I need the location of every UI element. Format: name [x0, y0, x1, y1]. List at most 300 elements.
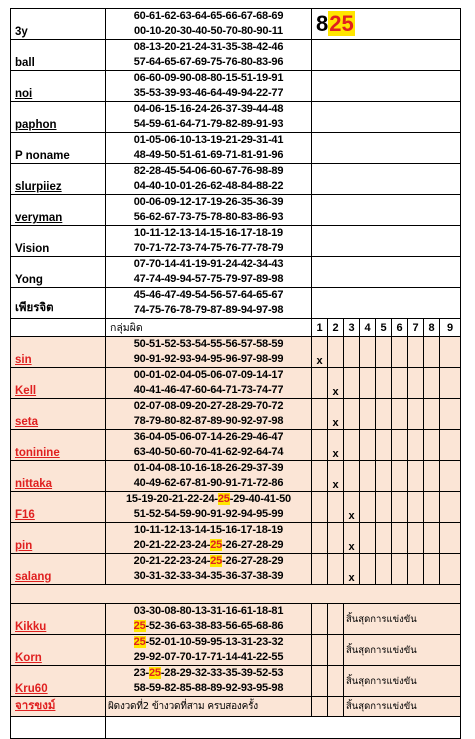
number: 01 — [164, 636, 177, 648]
number-set — [106, 554, 312, 585]
number: 52 — [148, 636, 161, 648]
number-line: 45-46-47-49-54-56-57-64-65-67 — [133, 289, 284, 301]
grid-cell — [408, 399, 424, 430]
number-line — [106, 554, 311, 569]
number: 21 — [148, 539, 161, 551]
highlight-number: 25 — [210, 539, 223, 551]
number-set — [106, 666, 312, 697]
grid-cell — [424, 337, 440, 368]
group-label: กลุ่มผิด — [106, 319, 312, 337]
number: 65 — [240, 620, 253, 632]
player-name: salang — [11, 554, 106, 585]
number-line: 54-59-61-64-71-79-82-89-91-93 — [133, 118, 284, 130]
number-line: 57-64-65-67-69-75-76-80-83-96 — [133, 56, 284, 68]
grid-cell — [424, 492, 440, 523]
dash: - — [252, 539, 257, 551]
number: 32 — [271, 636, 284, 648]
table-row — [11, 9, 461, 40]
dash: - — [229, 493, 234, 505]
mark-x: x — [344, 554, 360, 585]
grid-cell — [392, 430, 408, 461]
dash: - — [245, 493, 249, 505]
grid-cell — [408, 368, 424, 399]
empty-cell — [312, 226, 461, 257]
ended-row — [11, 635, 461, 666]
number-line: 07-70-14-41-19-91-24-42-34-43 — [133, 258, 284, 270]
group-row — [11, 461, 461, 492]
grid-cell — [424, 368, 440, 399]
number-line — [106, 492, 311, 507]
player-name: 3y — [11, 9, 106, 40]
grid-cell — [312, 697, 328, 717]
grid-cell — [408, 430, 424, 461]
grid-cell — [392, 523, 408, 554]
result-cell — [312, 9, 461, 40]
dash: - — [176, 636, 180, 648]
player-name: pin — [11, 523, 106, 554]
result-highlight: 25 — [329, 11, 354, 36]
grid-cell — [360, 399, 376, 430]
dash: - — [268, 620, 272, 632]
number-set — [106, 288, 312, 319]
number-line — [106, 538, 311, 553]
player-name: seta — [11, 399, 106, 430]
result-prefix: 8 — [316, 11, 329, 36]
grid-cell — [344, 461, 360, 492]
number-line: 47-74-49-94-57-75-79-97-89-98 — [133, 273, 284, 285]
number: 20 — [156, 493, 169, 505]
grid-cell — [392, 492, 408, 523]
number-line: 58-59-82-85-88-89-92-93-95-98 — [133, 682, 284, 694]
dash: - — [268, 555, 272, 567]
dash: - — [176, 620, 180, 632]
player-name: F16 — [11, 492, 106, 523]
player-name: toninine — [11, 430, 106, 461]
ended-row — [11, 666, 461, 697]
dash: - — [237, 539, 241, 551]
empty-cell — [312, 133, 461, 164]
column-header: 8 — [424, 319, 440, 337]
dash: - — [137, 493, 142, 505]
dash: - — [222, 636, 226, 648]
grid-cell — [424, 430, 440, 461]
grid-cell — [376, 368, 392, 399]
grid-cell — [376, 430, 392, 461]
number-set — [106, 40, 312, 71]
dash: - — [206, 539, 211, 551]
number-line: 03-30-08-80-13-31-16-61-18-81 — [133, 605, 284, 617]
dash: - — [206, 636, 211, 648]
dash: - — [206, 620, 211, 632]
number: 27 — [240, 555, 253, 567]
grid-cell — [376, 554, 392, 585]
number-line: 70-71-72-73-74-75-76-77-78-79 — [133, 242, 284, 254]
number-set — [106, 195, 312, 226]
grid-cell — [328, 635, 344, 666]
dash: - — [252, 667, 257, 679]
grid-cell — [360, 492, 376, 523]
number-set — [106, 399, 312, 430]
player-name: P noname — [11, 133, 106, 164]
number-set — [106, 492, 312, 523]
grid-cell — [440, 337, 461, 368]
number-set — [106, 635, 312, 666]
grid-cell — [312, 604, 328, 635]
player-name: เพียรจิต — [11, 288, 106, 319]
number: 29 — [233, 493, 246, 505]
number-line: 74-75-76-78-79-87-89-94-97-98 — [133, 304, 284, 316]
ended-row — [11, 604, 461, 635]
dash: - — [214, 493, 218, 505]
number-line — [106, 635, 311, 650]
dash: - — [268, 667, 272, 679]
number: 20 — [133, 555, 146, 567]
empty-cell — [312, 288, 461, 319]
dash: - — [237, 667, 241, 679]
dash: - — [237, 636, 241, 648]
number: 95 — [210, 636, 223, 648]
grid-cell — [328, 523, 344, 554]
column-header: 9 — [440, 319, 461, 337]
table-row — [11, 164, 461, 195]
number-line: 00-10-20-30-40-50-70-80-90-11 — [134, 25, 283, 37]
grid-cell — [392, 554, 408, 585]
number: 39 — [240, 667, 253, 679]
dash: - — [160, 636, 165, 648]
dash: - — [176, 667, 180, 679]
column-header: 6 — [392, 319, 408, 337]
grid-cell — [360, 430, 376, 461]
grid-cell — [376, 461, 392, 492]
status-ended: สิ้นสุดการแข่งขัน — [344, 666, 461, 697]
grid-cell — [424, 399, 440, 430]
number-set — [106, 226, 312, 257]
grid-cell — [440, 554, 461, 585]
grid-cell — [328, 604, 344, 635]
lottery-sheet — [10, 8, 460, 739]
number: 13 — [225, 636, 238, 648]
number: 28 — [256, 539, 269, 551]
group-header-row — [11, 319, 461, 337]
mark-x: x — [344, 523, 360, 554]
mark-x: x — [344, 492, 360, 523]
spacer-cell — [11, 585, 461, 604]
number-line: 36-04-05-06-07-14-26-29-46-47 — [133, 431, 284, 443]
table-row — [11, 257, 461, 288]
dash: - — [252, 620, 257, 632]
grid-cell — [408, 492, 424, 523]
dash: - — [160, 667, 165, 679]
dash: - — [145, 620, 149, 632]
grid-cell — [408, 461, 424, 492]
number: 24 — [202, 493, 215, 505]
number: 21 — [148, 555, 161, 567]
player-name: veryman — [11, 195, 106, 226]
dash: - — [176, 555, 180, 567]
group-row — [11, 554, 461, 585]
grid-cell — [312, 430, 328, 461]
number-set — [106, 102, 312, 133]
column-header: 4 — [360, 319, 376, 337]
highlight-number: 25 — [217, 493, 230, 505]
mark-x: x — [312, 337, 328, 368]
number-line: 90-91-92-93-94-95-96-97-98-99 — [133, 353, 284, 365]
dash: - — [252, 555, 257, 567]
number-line: 04-40-10-01-26-62-48-84-88-22 — [133, 180, 284, 192]
mark-x: x — [328, 461, 344, 492]
number: 36 — [164, 620, 177, 632]
dash: - — [145, 636, 149, 648]
grid-cell — [408, 523, 424, 554]
grid-cell — [392, 337, 408, 368]
group-row — [11, 368, 461, 399]
number: 22 — [164, 555, 177, 567]
player-name: Korn — [11, 635, 106, 666]
player-name: Vision — [11, 226, 106, 257]
player-name: paphon — [11, 102, 106, 133]
number: 29 — [179, 667, 192, 679]
number: 52 — [148, 620, 161, 632]
number: 20 — [133, 539, 146, 551]
grid-cell — [440, 492, 461, 523]
grid-cell — [328, 666, 344, 697]
number-set — [106, 164, 312, 195]
dash: - — [168, 493, 172, 505]
empty-cell — [312, 71, 461, 102]
grid-cell — [360, 337, 376, 368]
grid-cell — [312, 635, 328, 666]
number-line: 30-31-32-33-34-35-36-37-38-39 — [133, 570, 284, 582]
number: 15 — [126, 493, 138, 505]
number-line: 02-07-08-09-20-27-28-29-70-72 — [133, 400, 284, 412]
empty-cell — [312, 40, 461, 71]
number-line: 56-62-67-73-75-78-80-83-86-93 — [133, 211, 284, 223]
status-ended: สิ้นสุดการแข่งขัน — [344, 697, 461, 717]
player-name: Kikku — [11, 604, 106, 635]
dash: - — [191, 636, 195, 648]
number-line: 82-28-45-54-06-60-67-76-98-89 — [133, 165, 284, 177]
number: 26 — [225, 539, 238, 551]
grid-cell — [424, 461, 440, 492]
dash: - — [237, 555, 241, 567]
dash: - — [199, 493, 203, 505]
grid-cell — [360, 461, 376, 492]
grid-cell — [376, 492, 392, 523]
number: 24 — [194, 539, 207, 551]
number: 32 — [194, 667, 207, 679]
number-set — [106, 523, 312, 554]
dash: - — [145, 539, 149, 551]
highlight-number: 25 — [210, 555, 223, 567]
grid-cell — [392, 368, 408, 399]
grid-cell — [344, 399, 360, 430]
number-line: 10-11-12-13-14-15-16-17-18-19 — [134, 524, 283, 536]
number-set — [106, 368, 312, 399]
number: 68 — [256, 620, 269, 632]
dash: - — [275, 493, 280, 505]
dash: - — [268, 539, 272, 551]
number: 59 — [194, 636, 207, 648]
number: 52 — [256, 667, 269, 679]
column-header: 5 — [376, 319, 392, 337]
grid-cell — [424, 554, 440, 585]
number: 86 — [271, 620, 284, 632]
number-set — [106, 9, 312, 40]
column-header: 3 — [344, 319, 360, 337]
grid-cell — [392, 461, 408, 492]
table-row — [11, 226, 461, 257]
number-line — [106, 666, 311, 681]
number: 83 — [210, 620, 223, 632]
number-line: 00-06-09-12-17-19-26-35-36-39 — [133, 196, 284, 208]
player-name: slurpiiez — [11, 164, 106, 195]
dash: - — [260, 493, 264, 505]
number-line: 35-53-39-93-46-64-49-94-22-77 — [133, 87, 284, 99]
number: 21 — [171, 493, 184, 505]
number-line: 40-41-46-47-60-64-71-73-74-77 — [133, 384, 284, 396]
main-table — [10, 8, 461, 739]
number-line: 40-49-62-67-81-90-91-71-72-86 — [133, 477, 284, 489]
number: 50 — [279, 493, 291, 505]
number: 33 — [210, 667, 223, 679]
grid-cell — [376, 523, 392, 554]
grid-cell — [344, 337, 360, 368]
number: 63 — [179, 620, 192, 632]
column-header: 2 — [328, 319, 344, 337]
player-name: noi — [11, 71, 106, 102]
player-name: sin — [11, 337, 106, 368]
empty-cell — [312, 195, 461, 226]
number-set — [106, 430, 312, 461]
grid-cell — [376, 399, 392, 430]
table-row — [11, 40, 461, 71]
grid-cell — [312, 492, 328, 523]
player-name: Kell — [11, 368, 106, 399]
empty-cell — [106, 717, 461, 739]
number-line: 01-04-08-10-16-18-26-29-37-39 — [133, 462, 284, 474]
number: 22 — [164, 539, 177, 551]
dash: - — [268, 636, 272, 648]
blank-row — [11, 717, 461, 739]
group-row — [11, 492, 461, 523]
grid-cell — [312, 554, 328, 585]
grid-cell — [360, 523, 376, 554]
number-line: 78-79-80-82-87-89-90-92-97-98 — [133, 415, 284, 427]
number: 28 — [164, 667, 177, 679]
table-row — [11, 288, 461, 319]
number: 41 — [263, 493, 276, 505]
group-row — [11, 399, 461, 430]
grid-cell — [328, 554, 344, 585]
player-name: Yong — [11, 257, 106, 288]
highlight-number: 25 — [133, 636, 146, 648]
number-line: 08-13-20-21-24-31-35-38-42-46 — [133, 41, 284, 53]
number: 23 — [179, 539, 192, 551]
dash: - — [191, 539, 195, 551]
number-set — [106, 133, 312, 164]
grid-cell — [312, 368, 328, 399]
highlight-number: 25 — [148, 667, 161, 679]
empty-cell — [11, 717, 106, 739]
grid-cell — [392, 399, 408, 430]
grid-cell — [312, 399, 328, 430]
dash: - — [206, 667, 211, 679]
number: 19 — [141, 493, 154, 505]
number: 27 — [240, 539, 253, 551]
grid-cell — [440, 430, 461, 461]
number-set — [106, 257, 312, 288]
dash: - — [222, 667, 226, 679]
dash: - — [160, 620, 165, 632]
number-line: 48-49-50-51-61-69-71-81-91-96 — [133, 149, 284, 161]
number: 35 — [225, 667, 238, 679]
number-set — [106, 337, 312, 368]
number-set — [106, 461, 312, 492]
dash: - — [145, 667, 149, 679]
empty-cell — [312, 257, 461, 288]
mark-x: x — [328, 430, 344, 461]
number-set — [106, 71, 312, 102]
player-name: nittaka — [11, 461, 106, 492]
number-line — [106, 619, 311, 634]
grid-cell — [312, 666, 328, 697]
empty-cell — [312, 164, 461, 195]
status-ended: สิ้นสุดการแข่งขัน — [344, 635, 461, 666]
number-line: 01-05-06-10-13-19-21-29-31-41 — [133, 134, 284, 146]
table-row — [11, 195, 461, 226]
table-row — [11, 102, 461, 133]
grid-cell — [360, 554, 376, 585]
number: 28 — [256, 555, 269, 567]
group-row — [11, 337, 461, 368]
grid-cell — [440, 368, 461, 399]
player-name: ball — [11, 40, 106, 71]
number-line: 06-60-09-90-08-80-15-51-19-91 — [133, 72, 284, 84]
number: 10 — [179, 636, 192, 648]
mark-x: x — [328, 368, 344, 399]
dash: - — [237, 620, 241, 632]
number: 56 — [225, 620, 238, 632]
dash: - — [191, 555, 195, 567]
column-header: 1 — [312, 319, 328, 337]
dash: - — [145, 555, 149, 567]
dash: - — [183, 493, 188, 505]
player-name: จารขงม์ — [11, 697, 106, 717]
number-line: 10-11-12-13-14-15-16-17-18-19 — [134, 227, 283, 239]
grid-cell — [344, 430, 360, 461]
number-line: ผิดงวดที่2 ข้างวดที่สาม ครบสองครั้ง — [108, 701, 258, 712]
dash: - — [252, 636, 257, 648]
number: 29 — [271, 539, 284, 551]
dash: - — [222, 620, 226, 632]
table-row — [11, 71, 461, 102]
column-header: 7 — [408, 319, 424, 337]
grid-cell — [344, 368, 360, 399]
grid-cell — [424, 523, 440, 554]
number-line: 63-40-50-60-70-41-62-92-64-74 — [133, 446, 284, 458]
player-name: Kru60 — [11, 666, 106, 697]
number: 31 — [240, 636, 253, 648]
dash: - — [206, 555, 211, 567]
grid-cell — [312, 523, 328, 554]
grid-cell — [440, 399, 461, 430]
table-row — [11, 133, 461, 164]
highlight-number: 25 — [133, 620, 146, 632]
number-line: 51-52-54-59-90-91-92-94-95-99 — [133, 508, 284, 520]
grid-cell — [408, 337, 424, 368]
number-line: 60-61-62-63-64-65-66-67-68-69 — [133, 10, 284, 22]
number-set — [106, 604, 312, 635]
